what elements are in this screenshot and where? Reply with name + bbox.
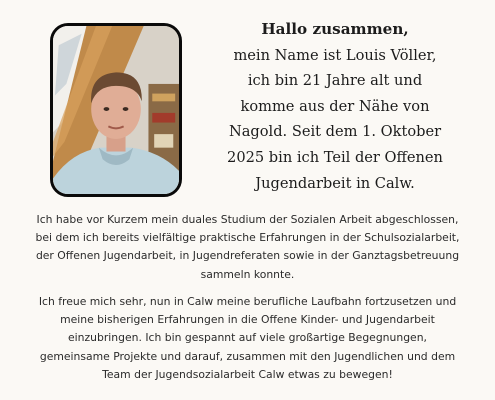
intro-text [200, 17, 470, 196]
paragraph-line: einzubringen. Ich bin gespannt auf viele großartige Begegnungen, [68, 331, 427, 345]
intro-line: ich bin 21 Jahre alt und [247, 72, 423, 90]
paragraph-line: bei dem ich bereits vielfältige praktische Erfahrungen in der Schulsozialarbeit, [35, 231, 460, 245]
intro-line: Jugendarbeit in Calw. [255, 174, 415, 192]
paragraph-line: Ich freue mich sehr, nun in Calw meine berufliche Laufbahn fortzusetzen und [38, 295, 457, 308]
person-photo-icon [53, 26, 179, 194]
paragraph-line: gemeinsame Projekte und darauf, zusammen mit den Jugendlichen und dem [39, 349, 456, 363]
paragraph-line: Ich habe vor Kurzem mein duales Studium der Sozialen Arbeit abgeschlossen, [36, 213, 459, 226]
paragraph-calw [20, 293, 475, 384]
greeting-heading: Hallo zusammen, [261, 20, 409, 38]
paragraph-studies [20, 211, 475, 284]
paragraph-line: meine bisherigen Erfahrungen in die Offene Kinder- und Jugendarbeit [60, 313, 435, 327]
intro-line: komme aus der Nähe von [240, 97, 430, 115]
intro-line: 2025 bin ich Teil der Offenen [227, 148, 443, 166]
portrait-photo [50, 23, 182, 197]
intro-line: mein Name ist Louis Völler, [233, 46, 437, 64]
paragraph-line: sammeln konnte. [200, 267, 295, 281]
paragraph-line: Team der Jugendsozialarbeit Calw etwas zu bewegen! [102, 367, 393, 381]
intro-line: Nagold. Seit dem 1. Oktober [228, 123, 442, 141]
paragraph-line: der Offenen Jugendarbeit, in Jugendreferaten sowie in der Ganztagsbetreuung [35, 249, 460, 263]
